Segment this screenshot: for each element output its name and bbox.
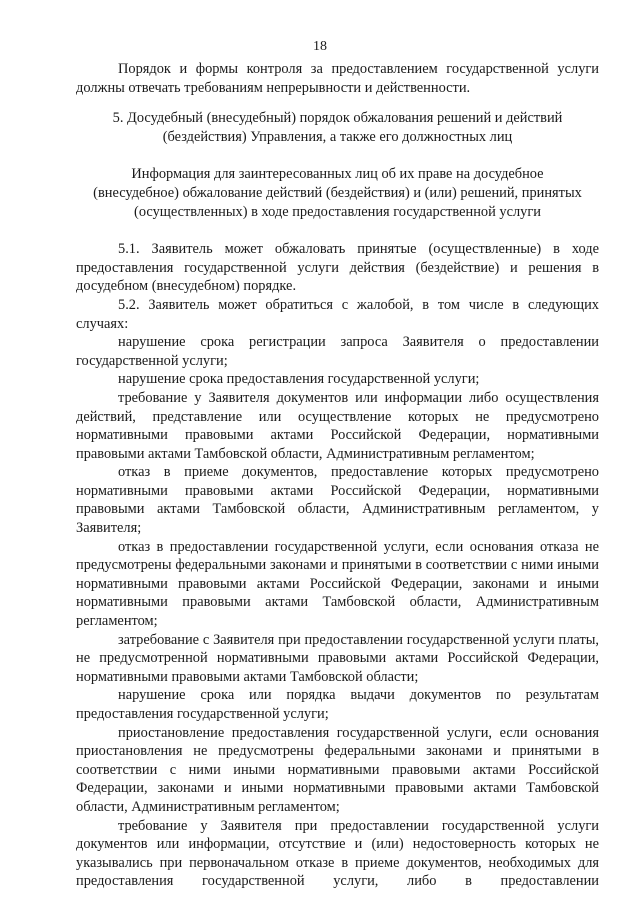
list-item: отказ в приеме документов, предоставление которых предусмотрено нормативными правовыми актами Российской Федерации, нормативными правовыми актами Тамбовской области, Административным регламентом, у Заявителя; <box>76 464 599 537</box>
list-item: требование у Заявителя документов или информации либо осуществления действий, представление или осуществление которых не предусмотрено нормативными правовыми актами Российской Федерации, нормативными правовыми актами Тамбовской области, Административным регламентом; <box>76 389 599 462</box>
section-heading-line: (бездействия) Управления, а также его должностных лиц <box>162 128 513 145</box>
page-number: 18 <box>313 39 327 54</box>
section-heading <box>76 109 599 146</box>
list-item: затребование с Заявителя при предоставлении государственной услуги платы, не предусмотренной нормативными правовыми актами Российской Федерации, нормативными правовыми актами Тамбовской области; <box>76 631 599 685</box>
paragraph-5-1: 5.1. Заявитель может обжаловать принятые (осуществленные) в ходе предоставления государственной услуги действия (бездействие) и решения в досудебном (внесудебном) порядке. <box>76 241 599 295</box>
info-heading-line: (осуществленных) в ходе предоставления государственной услуги <box>134 203 541 220</box>
info-heading-line: Информация для заинтересованных лиц об их праве на досудебное <box>131 166 544 183</box>
info-heading-line: (внесудебное) обжалование действий (бездействия) и (или) решений, принятых <box>93 184 582 201</box>
list-item: требование у Заявителя при предоставлении государственной услуги документов или информации, отсутствие и (или) недостоверность которых не указывались при первоначальном отказе в приеме документов, необходимых для предоставления государственной услуги, либо в предоставлении <box>76 817 599 890</box>
intro-paragraph: Порядок и формы контроля за предоставлением государственной услуги должны отвечать требованиям непрерывности и действенности. <box>76 61 599 96</box>
list-item: отказ в предоставлении государственной услуги, если основания отказа не предусмотрены федеральными законами и принятыми в соответствии с ними иными нормативными правовыми актами Российской Федерации, законами и иными нормативными правовыми актами Тамбовской области, Административным регламентом; <box>76 538 599 630</box>
list-item: приостановление предоставления государственной услуги, если основания приостановления не предусмотрены федеральными законами и принятыми в соответствии с ними иными нормативными правовыми актами Российской Федерации, законами и иными нормативными правовыми актами Тамбовской области, Административным регламентом; <box>76 724 599 815</box>
section-heading-line: 5. Досудебный (внесудебный) порядок обжалования решений и действий <box>112 110 563 127</box>
list-item: нарушение срока или порядка выдачи документов по результатам предоставления государственной услуги; <box>76 687 599 722</box>
document-body <box>76 60 599 891</box>
info-heading <box>76 165 599 221</box>
list-item: нарушение срока регистрации запроса Заявителя о предоставлении государственной услуги; <box>76 334 599 369</box>
list-item: нарушение срока предоставления государственной услуги; <box>118 371 480 388</box>
paragraph-5-2: 5.2. Заявитель может обратиться с жалобой, в том числе в следующих случаях: <box>76 296 599 332</box>
